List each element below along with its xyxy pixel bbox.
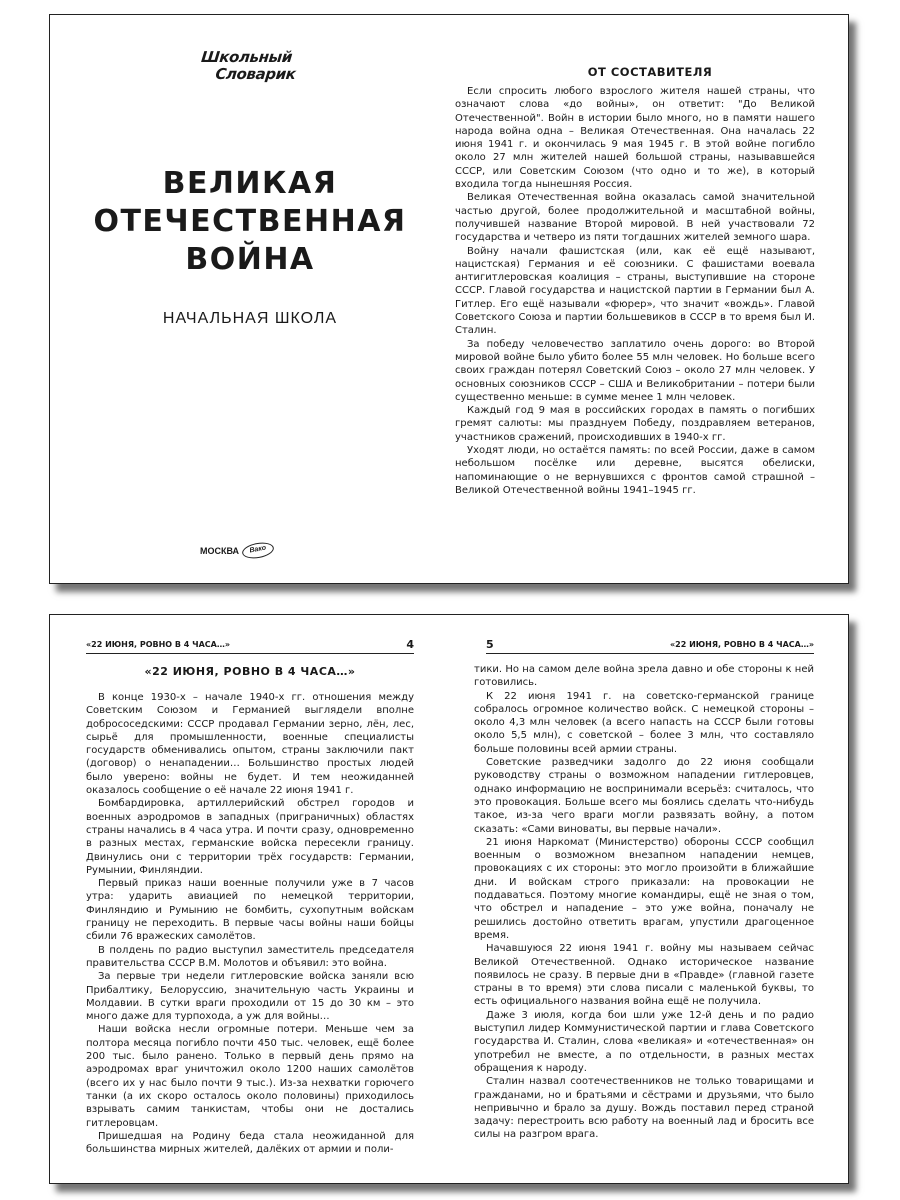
paragraph: Даже 3 июля, когда бои шли уже 12-й день и по радио выступил лидер Коммунистической партии и глава Советского государства И. Сталин, слова «великая» и «отечественная» он употребил не вместе, а по отдельности, в разных местах обращения к народу. [474,1009,814,1074]
series-logo-line2: Словарик [214,65,297,83]
publisher-city: МОСКВА [200,545,240,556]
paragraph: Сталин назвал соотечественников не только товарищами и гражданами, но и братьями и сёстрами и друзьями, что было непривычно и брало за душу. Вождь поставил перед страной задачу: перестроить всю работу на военный лад и бросить все силы на разгром врага. [474,1076,814,1141]
book-title [90,165,410,279]
page-5 [450,615,850,1183]
chapter-text-right [474,663,814,1142]
paragraph: В конце 1930-х – начале 1940-х гг. отношения между Советским Союзом и Германией выглядели вполне добрососедскими: СССР продавал Германии зерно, лён, лес, сырьё для промышленности, военные специалисты государств обменивались опытом, страны заключили пакт (договор) о ненападении… Большинство простых людей было уверено: войны не будет. И тем неожиданней оказалось сообщение о её начале 22 июня 1941 г. [86,692,414,797]
paragraph: 21 июня Наркомат (Министерство) обороны СССР сообщил военным о возможном внезапном нападении немцев, провокациях с их стороны: это могло произойти в ближайшие дни. И войскам строго приказали: на провокации не поддаваться. Поэтому многие командиры, ещё не зная о том, что обстрел и нападение – это уже война, поначалу не решились достойно ответить врагам, упустили драгоценное время. [474,836,814,941]
book-title-line: ВОЙНА [185,242,315,277]
paragraph: В полдень по радио выступил заместитель председателя правительства СССР В.М. Молотов и объявил: это война. [86,944,414,969]
paragraph: Если спросить любого взрослого жителя нашей страны, что означают слова «до войны», он ответит: "До Великой Отечественной". Войн в истории было много, но в памяти нашего народа война одна – Великая Отечественная. Она началась 22 июня 1941 г. и окончилась 9 мая 1945 г. В этой войне погибло около 27 млн жителей нашей большой страны, называвшейся СССР, или Советским Союзом (что одно и то же), в который входила тогда нынешняя Россия. [455,86,815,191]
running-head [86,639,414,654]
paragraph: Советские разведчики задолго до 22 июня сообщали руководству страны о возможном нападении гитлеровцев, однако информацию не воспринимали всерьёз: считалось, что это провокация. Больше всего мы боялись сделать что-нибудь такое, из-за чего враги могли развязать войну, а потом сказать: «Сами виноваты, вы первые начали». [474,757,814,835]
book-title-line: ВЕЛИКАЯ [162,166,338,201]
paragraph: Войну начали фашистская (или, как её ещё называют, нацистская) Германия и её союзники. С фашистами воевала антигитлеровская коалиция – страны, выступившие на стороне СССР. Главой государства и нацистской партии в Германии был А. Гитлер. Его ещё называли «фюрер», что значит «вождь». Главой Советского Союза и партии большевиков в СССР в то время был И. Сталин. [455,245,815,337]
page-4 [50,615,450,1183]
paragraph: Уходят люди, но остаётся память: по всей России, даже в самом небольшом посёлке или деревне, высятся обелиски, напоминающие о не вернувшихся с фронтов самой страшной – Великой Отечественной войны 1941–1945 гг. [455,445,815,496]
page-number: 4 [406,638,414,651]
book-spread-cover [49,14,849,584]
running-head-title: «22 ИЮНЯ, РОВНО В 4 ЧАСА…» [669,640,814,649]
page-number: 5 [486,638,494,651]
chapter-text-left [86,691,414,1156]
paragraph: За первые три недели гитлеровские войска заняли всю Прибалтику, Белоруссию, значительную часть Украины и Молдавии. В сутки враги проходили от 15 до 30 км – это много даже для турпохода, а уж для войны… [86,971,414,1023]
book-spread-chapter [49,614,849,1184]
book-title-line: ОТЕЧЕСТВЕННАЯ [93,204,407,239]
foreword-title: ОТ СОСТАВИТЕЛЯ [587,65,713,79]
paragraph: Наши войска несли огромные потери. Меньше чем за полтора месяца погибло почти 450 тыс. человек, ещё более 200 тыс. было ранено. Только в первый день прямо на аэродромах враг уничтожил около 1200 наших самолётов (всего их у нас было почти 9 тыс.). Из-за нехватки горючего танки (а их скоро осталось около половины) приходилось взрывать самим танкистам, чтобы они не достались гитлеровцам. [86,1024,414,1129]
paragraph: Начавшуюся 22 июня 1941 г. войну мы называем сейчас Великой Отечественной. Однако историческое название появилось не сразу. В первые дни в «Правде» (главной газете страны в то время) эти слова писали с маленькой буквы, то есть официального названия война ещё не получила. [474,943,814,1008]
paragraph: Бомбардировка, артиллерийский обстрел городов и военных аэродромов в западных (приграничных) областях страны начались в 4 часа утра. И почти сразу, одновременно в разных местах, германские войска пересекли границу. Двинулись они с территории трёх государств: Германии, Румынии, Финляндии. [86,798,414,876]
paragraph: Первый приказ наши военные получили уже в 7 часов утра: ударить авиацией по немецкой территории, Финляндию и Румынию не бомбить, сухопутным войскам границу не переходить. В первые часы войны наши бойцы сбили 76 вражеских самолётов. [86,878,414,943]
running-head [486,639,814,654]
running-head-title: «22 ИЮНЯ, РОВНО В 4 ЧАСА…» [86,640,231,649]
foreword-page [450,15,850,583]
paragraph: К 22 июня 1941 г. на советско-германской границе собралось огромное количество войск. С немецкой стороны – около 4,3 млн человек (а всего напасть на СССР были готовы около 5,5 млн), с советской – более 3 млн, что составляло больше половины всей армии страны. [474,690,814,755]
paragraph: За победу человечество заплатило очень дорого: во Второй мировой войне было убито более 55 млн человек. Но больше всего своих граждан потерял Советский Союз – около 27 млн человек. У основных союзников СССР – США и Великобритании – потери были существенно меньше: в сумме менее 1 млн человек. [455,338,815,403]
cover-page [50,15,450,583]
paragraph-continuation: тики. Но на самом деле война зрела давно и обе стороны к ней готовились. [474,664,814,689]
series-logo [198,47,303,91]
book-subtitle: НАЧАЛЬНАЯ ШКОЛА [162,310,338,327]
paragraph: Великая Отечественная война оказалась самой значительной частью другой, более продолжительной и масштабной войны, получившей название Второй мировой. В ней участвовали 72 государства и четверо из пяти тогдашних жителей земного шара. [455,192,815,244]
chapter-title: «22 ИЮНЯ, РОВНО В 4 ЧАСА…» [144,665,356,678]
publisher-imprint [200,543,274,558]
series-logo-line1: Школьный [200,48,293,66]
foreword-text [455,85,815,497]
paragraph: Каждый год 9 мая в российских городах в память о погибших гремят салюты: мы празднуем Победу, поздравляем ветеранов, участников сражений, происходивших в 1940-х гг. [455,405,815,443]
publisher-logo: Вако [241,540,275,560]
paragraph: Пришедшая на Родину беда стала неожиданной для большинства мирных жителей, далёких от армии и поли- [86,1130,414,1156]
